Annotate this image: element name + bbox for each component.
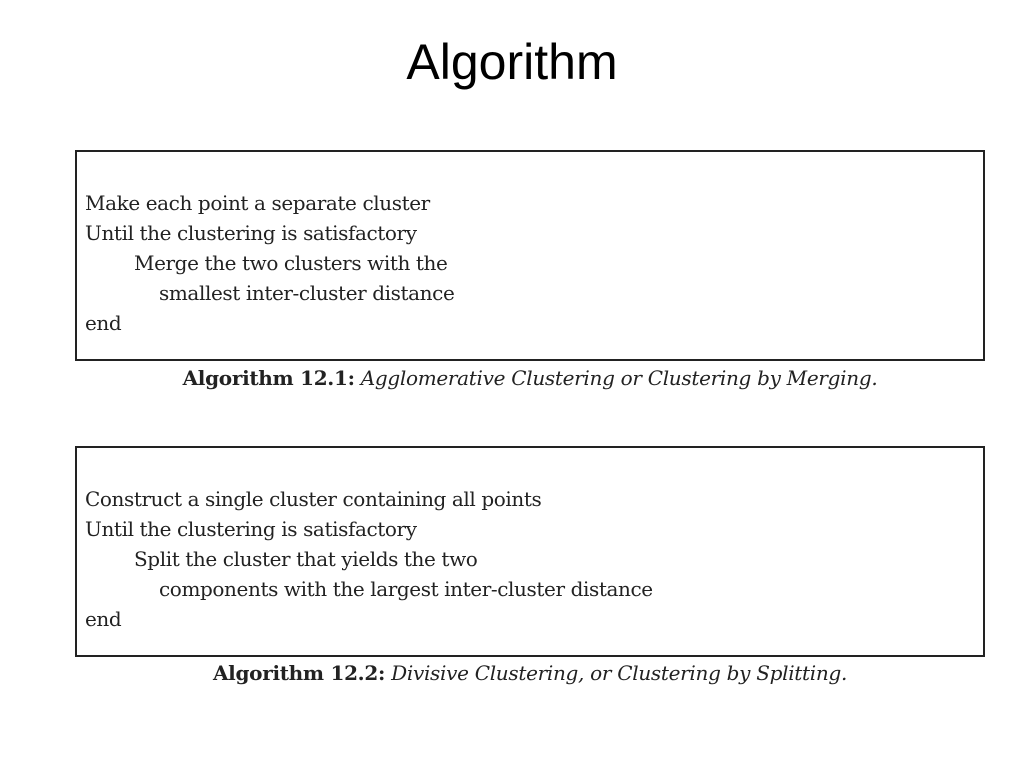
algorithm-step: Until the clustering is satisfactory bbox=[85, 221, 417, 245]
algorithm-caption bbox=[75, 661, 985, 685]
algorithm-step: components with the largest inter-cluster distance bbox=[159, 577, 653, 601]
algorithm-step: Construct a single cluster containing all points bbox=[85, 487, 542, 511]
algorithm-caption bbox=[75, 366, 985, 390]
algorithm-step: smallest inter-cluster distance bbox=[159, 281, 455, 305]
algorithm-box-agglomerative bbox=[75, 150, 985, 361]
slide-title: Algorithm bbox=[406, 34, 618, 90]
algorithm-step: Until the clustering is satisfactory bbox=[85, 517, 417, 541]
caption-text: Agglomerative Clustering or Clustering by Merging. bbox=[360, 366, 878, 390]
algorithm-steps bbox=[85, 484, 653, 634]
algorithm-step: Merge the two clusters with the bbox=[134, 251, 448, 275]
algorithm-box-divisive bbox=[75, 446, 985, 657]
algorithm-step: Split the cluster that yields the two bbox=[134, 547, 478, 571]
algorithm-steps bbox=[85, 188, 454, 338]
algorithm-step: end bbox=[85, 607, 122, 631]
caption-label: Algorithm 12.1: bbox=[182, 366, 355, 390]
algorithm-step: Make each point a separate cluster bbox=[85, 191, 430, 215]
caption-text: Divisive Clustering, or Clustering by Splitting. bbox=[391, 661, 848, 685]
algorithm-step: end bbox=[85, 311, 122, 335]
caption-label: Algorithm 12.2: bbox=[212, 661, 386, 685]
